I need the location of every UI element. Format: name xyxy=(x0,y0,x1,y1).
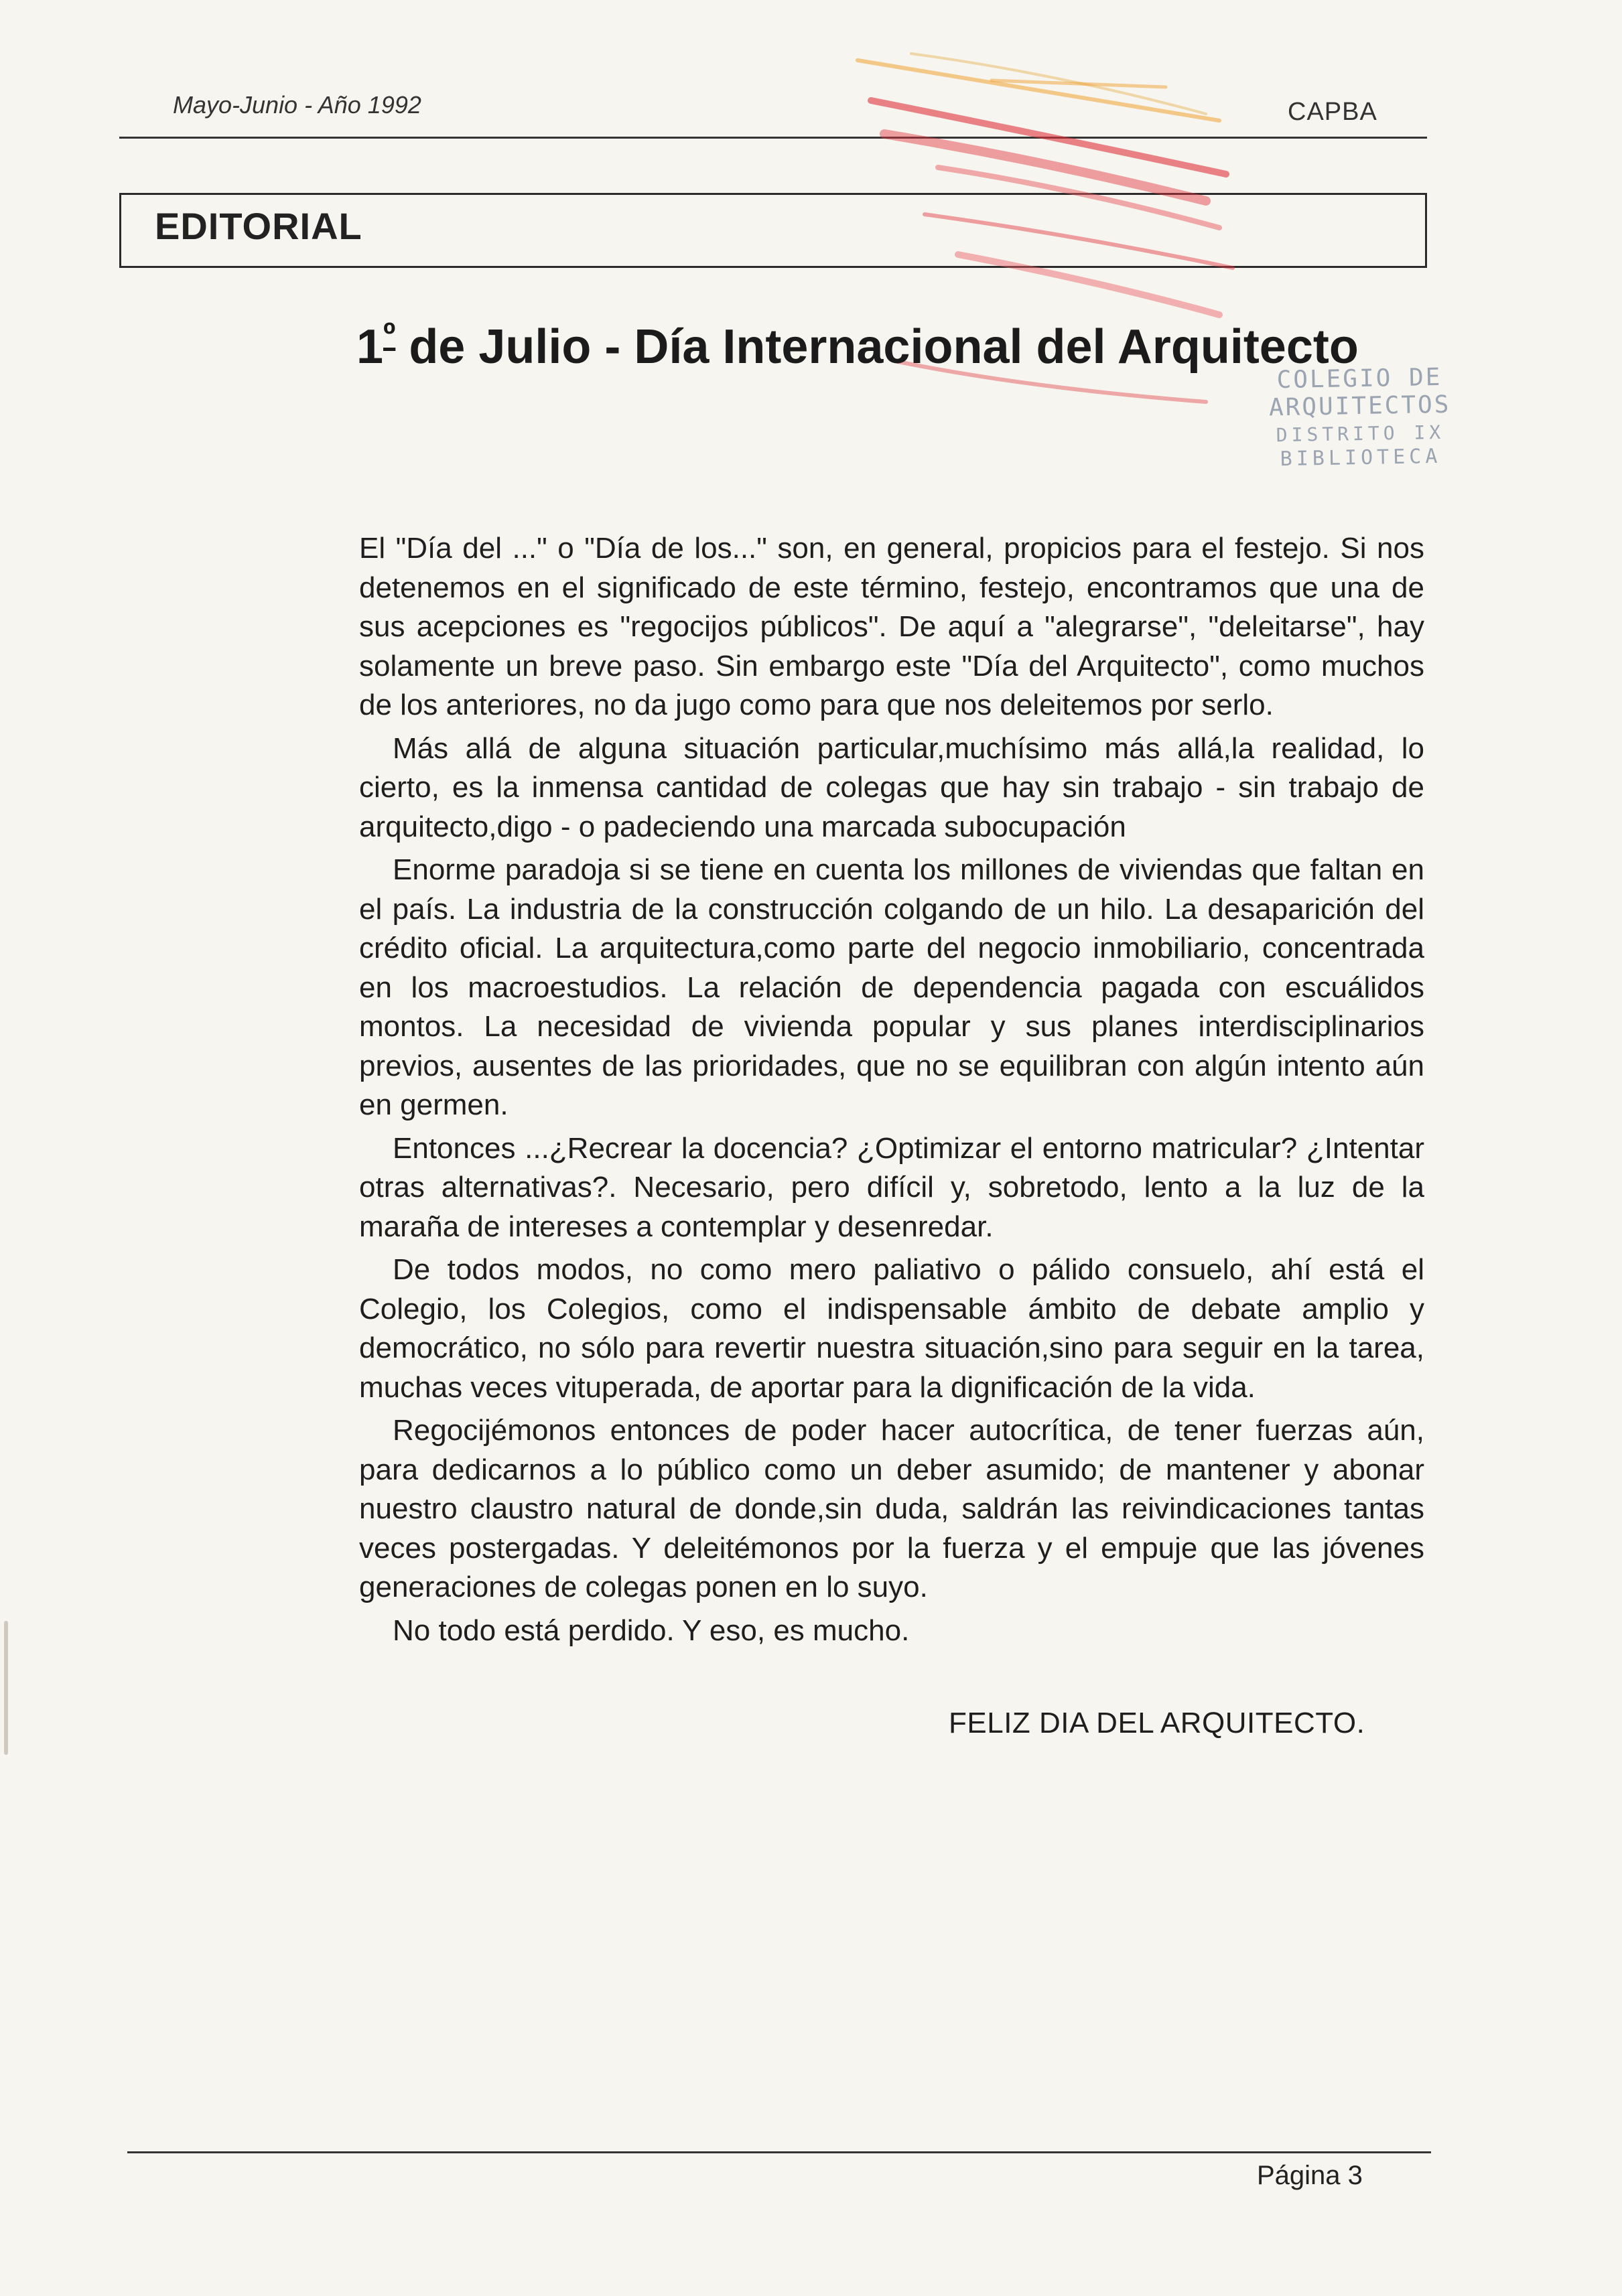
paragraph: Regocijémonos entonces de poder hacer autocrítica, de tener fuerzas aún, para dedicarnos a lo público como un deber asumido; de mantener y abonar nuestro claustro natural de donde,sin duda, saldrán las reivindicaciones tantas veces postergadas. Y deleitémonos por la fuerza y el empuje que las jóvenes generaciones de colegas ponen en lo suyo. xyxy=(359,1414,1424,1603)
header-rule xyxy=(119,137,1427,139)
paragraph: El "Día del ..." o "Día de los..." son, en general, propicios para el festejo. Si nos detenemos en el significado de este término, festejo, encontramos que una de sus acepciones es "regocijos públicos". De aquí a "alegrarse", "deleitarse", hay solamente un breve paso. Sin embargo este "Día del Arquitecto", como muchos de los anteriores, no da jugo como para que nos deleitemos por serlo. xyxy=(359,532,1424,721)
crayon-stroke xyxy=(884,134,1206,201)
page-number: Página 3 xyxy=(1257,2161,1363,2190)
crayon-stroke xyxy=(911,54,1206,114)
stamp-line-1: COLEGIO DE ARQUITECTOS xyxy=(1268,363,1451,422)
article-title xyxy=(356,315,1359,374)
section-box xyxy=(119,193,1427,268)
paragraph: Entonces ...¿Recrear la docencia? ¿Optimizar el entorno matricular? ¿Intentar otras alternativas?. Necesario, pero difícil y, sobretodo, lento a la luz de la maraña de intereses a contemplar y desenredar. xyxy=(359,1131,1424,1243)
title-ordinal: 1 xyxy=(356,320,384,374)
article-body xyxy=(359,529,1424,1654)
footer-rule xyxy=(127,2151,1431,2153)
paragraph: No todo está perdido. Y eso, es mucho. xyxy=(393,1613,910,1647)
stamp-line-2: DISTRITO IX xyxy=(1276,421,1445,447)
title-text: de Julio - Día Internacional del Arquitecto xyxy=(395,320,1359,374)
paragraph: Enorme paradoja si se tiene en cuenta los millones de viviendas que faltan en el país. La industria de la construcción colgando de un hilo. La desaparición del crédito oficial. La arquitectura,como parte del negocio inmobiliario, concentrada en los macroestudios. La relación de dependencia pagada con escuálidos montos. La necesidad de vivienda popular y sus planes interdisciplinarios previos, ausentes de las prioridades, que no se equilibran con algún intento aún en germen. xyxy=(359,853,1424,1121)
stamp-line-3: BIBLIOTECA xyxy=(1280,444,1442,472)
binding-mark xyxy=(4,1621,8,1755)
crayon-stroke xyxy=(858,60,1219,121)
header-organization: CAPBA xyxy=(1288,98,1377,126)
paragraph: Más allá de alguna situación particular,muchísimo más allá,la realidad, lo cierto, es la inmensa cantidad de colegas que hay sin trabajo - sin trabajo de arquitecto,digo - o padeciendo una marcada subocupación xyxy=(359,731,1424,843)
crayon-stroke xyxy=(992,80,1166,87)
paragraph: De todos modos, no como mero paliativo o pálido consuelo, ahí está el Colegio, los Colegios, como el indispensable ámbito de debate amplio y democrático, no sólo para revertir nuestra situación,sino para seguir en la tarea, muchas veces vituperada, de aportar para la dignificación de la vida. xyxy=(359,1253,1424,1404)
header-date: Mayo-Junio - Año 1992 xyxy=(173,91,421,119)
title-ordinal-indicator: º xyxy=(383,315,396,353)
library-stamp xyxy=(1205,362,1515,472)
closing-line: FELIZ DIA DEL ARQUITECTO. xyxy=(949,1707,1365,1739)
section-label: EDITORIAL xyxy=(155,205,362,247)
